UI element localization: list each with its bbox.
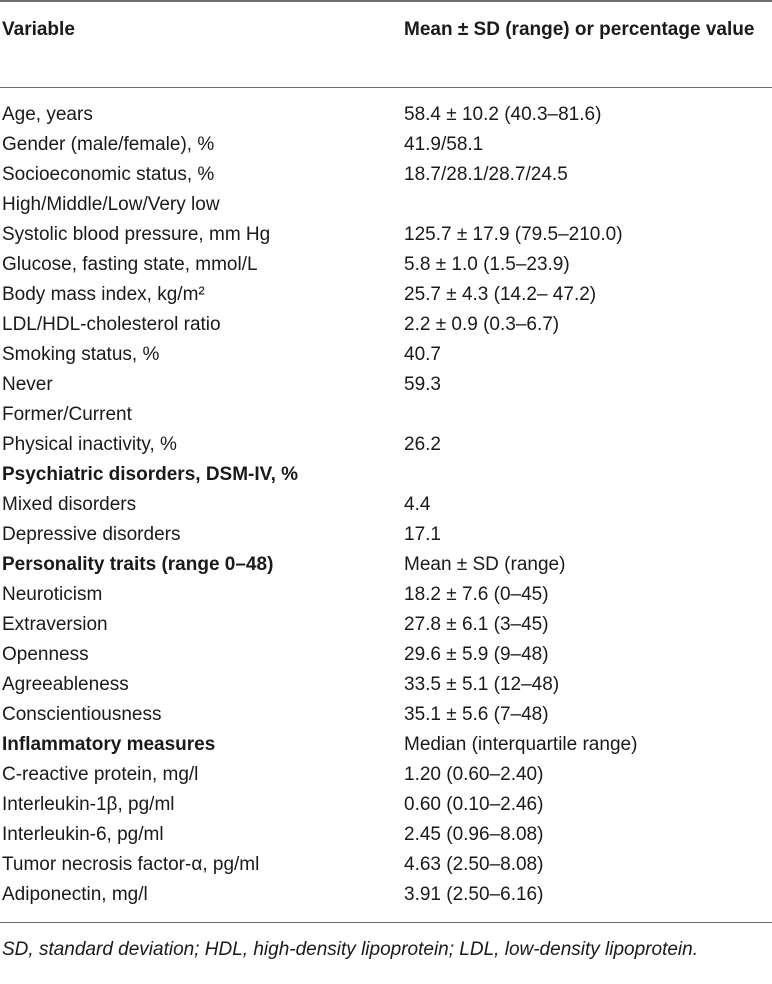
table-row — [0, 880, 772, 910]
row-label: Depressive disorders — [2, 524, 181, 545]
table-row — [0, 340, 772, 370]
table-row — [0, 850, 772, 880]
row-label: Physical inactivity, % — [2, 434, 177, 455]
row-label: Inflammatory measures — [2, 734, 216, 755]
row-label: Age, years — [2, 104, 93, 125]
row-value: 29.6 ± 5.9 (9–48) — [404, 644, 549, 665]
row-label: Psychiatric disorders, DSM-IV, % — [2, 464, 299, 485]
table-row — [0, 430, 772, 460]
row-label: High/Middle/Low/Very low — [2, 194, 220, 215]
row-label: Former/Current — [2, 404, 132, 425]
table-row — [0, 280, 772, 310]
row-value: Median (interquartile range) — [404, 734, 638, 755]
table-row — [0, 520, 772, 550]
row-value: 2.2 ± 0.9 (0.3–6.7) — [404, 314, 560, 335]
row-value: 4.4 — [404, 494, 431, 515]
row-label: Interleukin-6, pg/ml — [2, 824, 164, 845]
row-label: Neuroticism — [2, 584, 103, 605]
table-row — [0, 400, 772, 430]
row-label: Tumor necrosis factor-α, pg/ml — [2, 854, 260, 875]
row-label: LDL/HDL-cholesterol ratio — [2, 314, 221, 335]
table-row — [0, 610, 772, 640]
table-row — [0, 490, 772, 520]
table-body — [0, 88, 772, 910]
row-value: 33.5 ± 5.1 (12–48) — [404, 674, 560, 695]
row-label: Agreeableness — [2, 674, 129, 695]
row-label: Smoking status, % — [2, 344, 160, 365]
row-value: 26.2 — [404, 434, 441, 455]
table-row — [0, 760, 772, 790]
table-row — [0, 160, 772, 190]
row-value: 2.45 (0.96–8.08) — [404, 824, 544, 845]
row-value: 58.4 ± 10.2 (40.3–81.6) — [404, 104, 602, 125]
header-value: Mean ± SD (range) or percentage value — [404, 19, 755, 40]
table-row — [0, 670, 772, 700]
table-row — [0, 550, 772, 580]
row-value: 25.7 ± 4.3 (14.2– 47.2) — [404, 284, 597, 305]
table-row — [0, 730, 772, 760]
row-value: 27.8 ± 6.1 (3–45) — [404, 614, 549, 635]
table-row — [0, 130, 772, 160]
row-label: Mixed disorders — [2, 494, 137, 515]
row-value: 17.1 — [404, 524, 441, 545]
table-footnote: SD, standard deviation; HDL, high-density lipoprotein; LDL, low-density lipoprotein. — [2, 939, 698, 960]
table-row — [0, 820, 772, 850]
table-row — [0, 310, 772, 340]
row-value: 40.7 — [404, 344, 441, 365]
row-value: 35.1 ± 5.6 (7–48) — [404, 704, 549, 725]
row-value — [404, 190, 772, 220]
table-header — [0, 2, 772, 88]
row-label: Interleukin-1β, pg/ml — [2, 794, 175, 815]
row-value: 4.63 (2.50–8.08) — [404, 854, 544, 875]
row-label: Openness — [2, 644, 89, 665]
table-row — [0, 190, 772, 220]
row-label: C-reactive protein, mg/l — [2, 764, 199, 785]
table-row — [0, 250, 772, 280]
row-value: 59.3 — [404, 374, 441, 395]
table-row — [0, 220, 772, 250]
row-value: 1.20 (0.60–2.40) — [404, 764, 544, 785]
row-value: 41.9/58.1 — [404, 134, 484, 155]
row-value — [404, 400, 772, 430]
row-label: Never — [2, 374, 53, 395]
row-value: Mean ± SD (range) — [404, 554, 566, 575]
row-value — [404, 460, 772, 490]
row-label: Systolic blood pressure, mm Hg — [2, 224, 271, 245]
row-label: Gender (male/female), % — [2, 134, 215, 155]
table-row — [0, 790, 772, 820]
row-value: 5.8 ± 1.0 (1.5–23.9) — [404, 254, 570, 275]
table-row — [0, 580, 772, 610]
row-value: 18.2 ± 7.6 (0–45) — [404, 584, 549, 605]
row-label: Body mass index, kg/m² — [2, 284, 205, 305]
table-row — [0, 700, 772, 730]
row-label: Socioeconomic status, % — [2, 164, 215, 185]
row-label: Extraversion — [2, 614, 108, 635]
row-value: 0.60 (0.10–2.46) — [404, 794, 544, 815]
row-value: 3.91 (2.50–6.16) — [404, 884, 544, 905]
table-row — [0, 370, 772, 400]
row-value: 18.7/28.1/28.7/24.5 — [404, 164, 568, 185]
table-row — [0, 100, 772, 130]
table-row — [0, 460, 772, 490]
table-row — [0, 640, 772, 670]
row-label: Glucose, fasting state, mmol/L — [2, 254, 258, 275]
header-variable: Variable — [2, 19, 75, 40]
row-value: 125.7 ± 17.9 (79.5–210.0) — [404, 224, 623, 245]
row-label: Adiponectin, mg/l — [2, 884, 148, 905]
row-label: Personality traits (range 0–48) — [2, 554, 274, 575]
row-label: Conscientiousness — [2, 704, 162, 725]
